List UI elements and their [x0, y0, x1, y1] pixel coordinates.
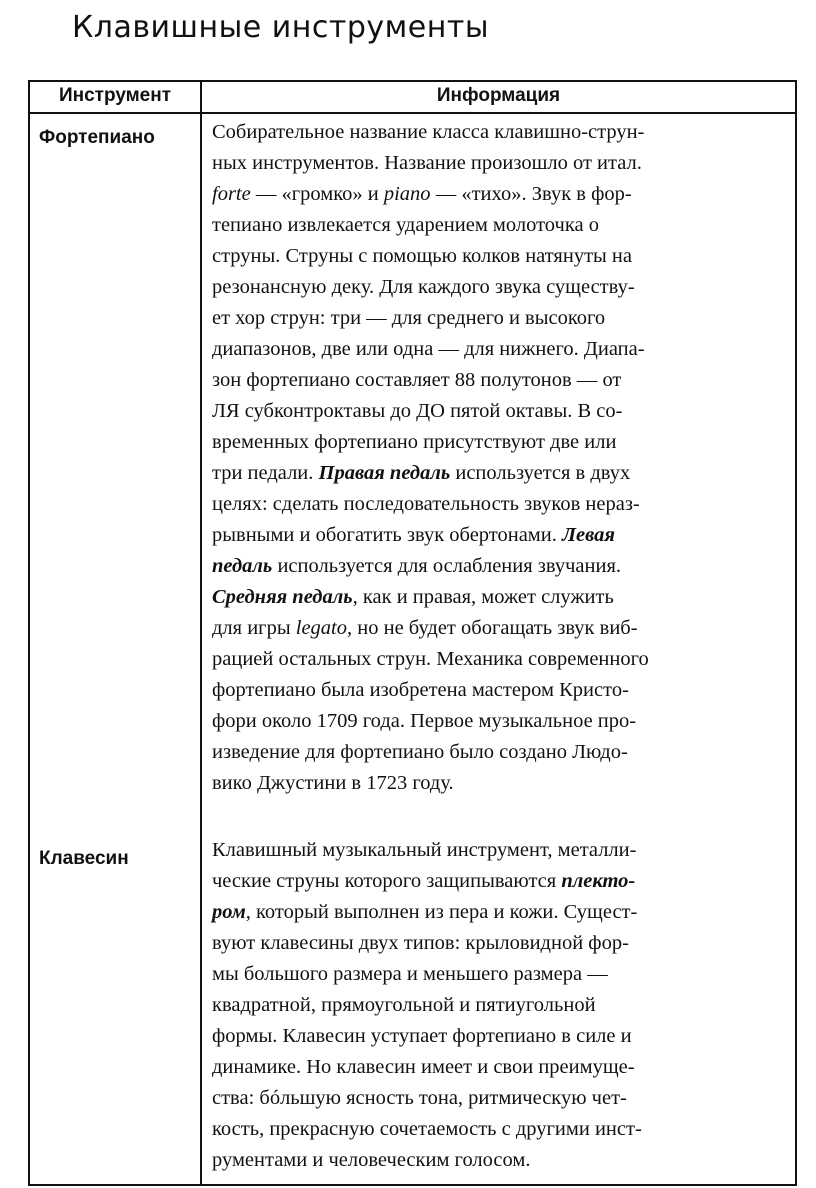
- emphasized-text: legato: [295, 617, 347, 639]
- description-line: [212, 1083, 785, 1114]
- description-line: [212, 396, 785, 427]
- text-run: кость, прекрасную сочетаемость с другими инст-: [212, 1118, 642, 1140]
- description-line: [212, 303, 785, 334]
- text-run: ЛЯ субконтроктавы до ДО пятой октавы. В со-: [212, 400, 623, 422]
- instrument-description: [202, 829, 795, 1184]
- text-run: тепиано извлекается ударением молоточка о: [212, 214, 599, 236]
- text-run: вико Джустини в 1723 году.: [212, 772, 454, 794]
- emphasized-text: плекто-: [561, 870, 636, 892]
- text-run: , который выполнен из пера и кожи. Сущест-: [245, 901, 638, 923]
- column-header-instrument: Инструмент: [29, 81, 201, 113]
- text-run: резонансную деку. Для каждого звука существу-: [212, 276, 635, 298]
- text-run: ных инструментов. Название произошло от итал.: [212, 152, 642, 174]
- emphasized-text: Левая: [561, 524, 615, 546]
- text-run: формы. Клавесин уступает фортепиано в силе и: [212, 1025, 632, 1047]
- table-row: [29, 829, 796, 1185]
- text-run: ет хор струн: три — для среднего и высокого: [212, 307, 606, 329]
- description-line: [212, 365, 785, 396]
- description-line: [212, 551, 785, 582]
- instrument-name: Клавесин: [39, 848, 129, 869]
- text-run: вуют клавесины двух типов: крыловидной фор-: [212, 932, 629, 954]
- text-run: Клавишный музыкальный инструмент, металли-: [212, 839, 637, 861]
- emphasized-text: forte: [212, 183, 251, 205]
- description-line: [212, 613, 785, 644]
- text-run: временных фортепиано присутствуют две или: [212, 431, 617, 453]
- emphasized-text: Правая педаль: [318, 462, 451, 484]
- description-line: [212, 117, 785, 148]
- text-run: используется для ослабления звучания.: [272, 555, 622, 577]
- text-run: квадратной, прямоугольной и пятиугольной: [212, 994, 596, 1016]
- description-line: [212, 1114, 785, 1145]
- column-header-information: Информация: [201, 81, 796, 113]
- emphasized-text: piano: [383, 183, 431, 205]
- text-run: струны. Струны с помощью колков натянуты на: [212, 245, 632, 267]
- text-run: фори около 1709 года. Первое музыкальное про-: [212, 710, 637, 732]
- text-run: мы большого размера и меньшего размера —: [212, 963, 608, 985]
- text-run: используется в двух: [450, 462, 631, 484]
- instrument-description: [202, 114, 795, 829]
- description-line: [212, 928, 785, 959]
- instrument-name: Фортепиано: [39, 127, 155, 148]
- text-run: , как и правая, может служить: [352, 586, 614, 608]
- text-run: — «громко» и: [250, 183, 384, 205]
- text-run: рывными и обогатить звук обертонами.: [212, 524, 562, 546]
- instruments-table: [28, 80, 797, 1186]
- description-line: [212, 897, 785, 928]
- text-run: — «тихо». Звук в фор-: [430, 183, 632, 205]
- description-line: [212, 520, 785, 551]
- text-run: Собирательное название класса клавишно-струн-: [212, 121, 645, 143]
- instrument-cell: [29, 113, 201, 829]
- description-line: [212, 458, 785, 489]
- description-line: [212, 768, 785, 799]
- emphasized-text: педаль: [212, 555, 273, 577]
- description-line: [212, 835, 785, 866]
- description-line: [212, 706, 785, 737]
- description-line: [212, 334, 785, 365]
- text-run: диапазонов, две или одна — для нижнего. Диапа-: [212, 338, 645, 360]
- table-header-row: [29, 81, 796, 113]
- text-run: для игры: [212, 617, 296, 639]
- information-cell: [201, 829, 796, 1185]
- description-line: [212, 1021, 785, 1052]
- page-title: Клавишные инструменты: [72, 10, 490, 45]
- description-line: [212, 644, 785, 675]
- description-line: [212, 210, 785, 241]
- description-line: [212, 427, 785, 458]
- description-line: [212, 675, 785, 706]
- description-line: [212, 179, 785, 210]
- description-line: [212, 148, 785, 179]
- information-cell: [201, 113, 796, 829]
- emphasized-text: Средняя педаль: [212, 586, 353, 608]
- text-run: динамике. Но клавесин имеет и свои преимуще-: [212, 1056, 635, 1078]
- emphasized-text: ром: [212, 901, 246, 923]
- text-run: рументами и человеческим голосом.: [212, 1149, 531, 1171]
- description-line: [212, 866, 785, 897]
- table-row: [29, 113, 796, 829]
- text-run: три педали.: [212, 462, 319, 484]
- description-line: [212, 582, 785, 613]
- description-line: [212, 990, 785, 1021]
- text-run: фортепиано была изобретена мастером Кристо-: [212, 679, 629, 701]
- description-line: [212, 737, 785, 768]
- text-run: ства: бóльшую ясность тона, ритмическую чет-: [212, 1087, 627, 1109]
- description-line: [212, 959, 785, 990]
- description-line: [212, 241, 785, 272]
- text-run: , но не будет обогащать звук виб-: [347, 617, 638, 639]
- instrument-cell: [29, 829, 201, 1185]
- text-run: изведение для фортепиано было создано Людо-: [212, 741, 628, 763]
- description-line: [212, 272, 785, 303]
- text-run: рацией остальных струн. Механика современного: [212, 648, 649, 670]
- description-line: [212, 1145, 785, 1176]
- description-line: [212, 1052, 785, 1083]
- text-run: целях: сделать последовательность звуков нераз-: [212, 493, 640, 515]
- text-run: зон фортепиано составляет 88 полутонов — от: [212, 369, 622, 391]
- description-line: [212, 489, 785, 520]
- text-run: ческие струны которого защипываются: [212, 870, 562, 892]
